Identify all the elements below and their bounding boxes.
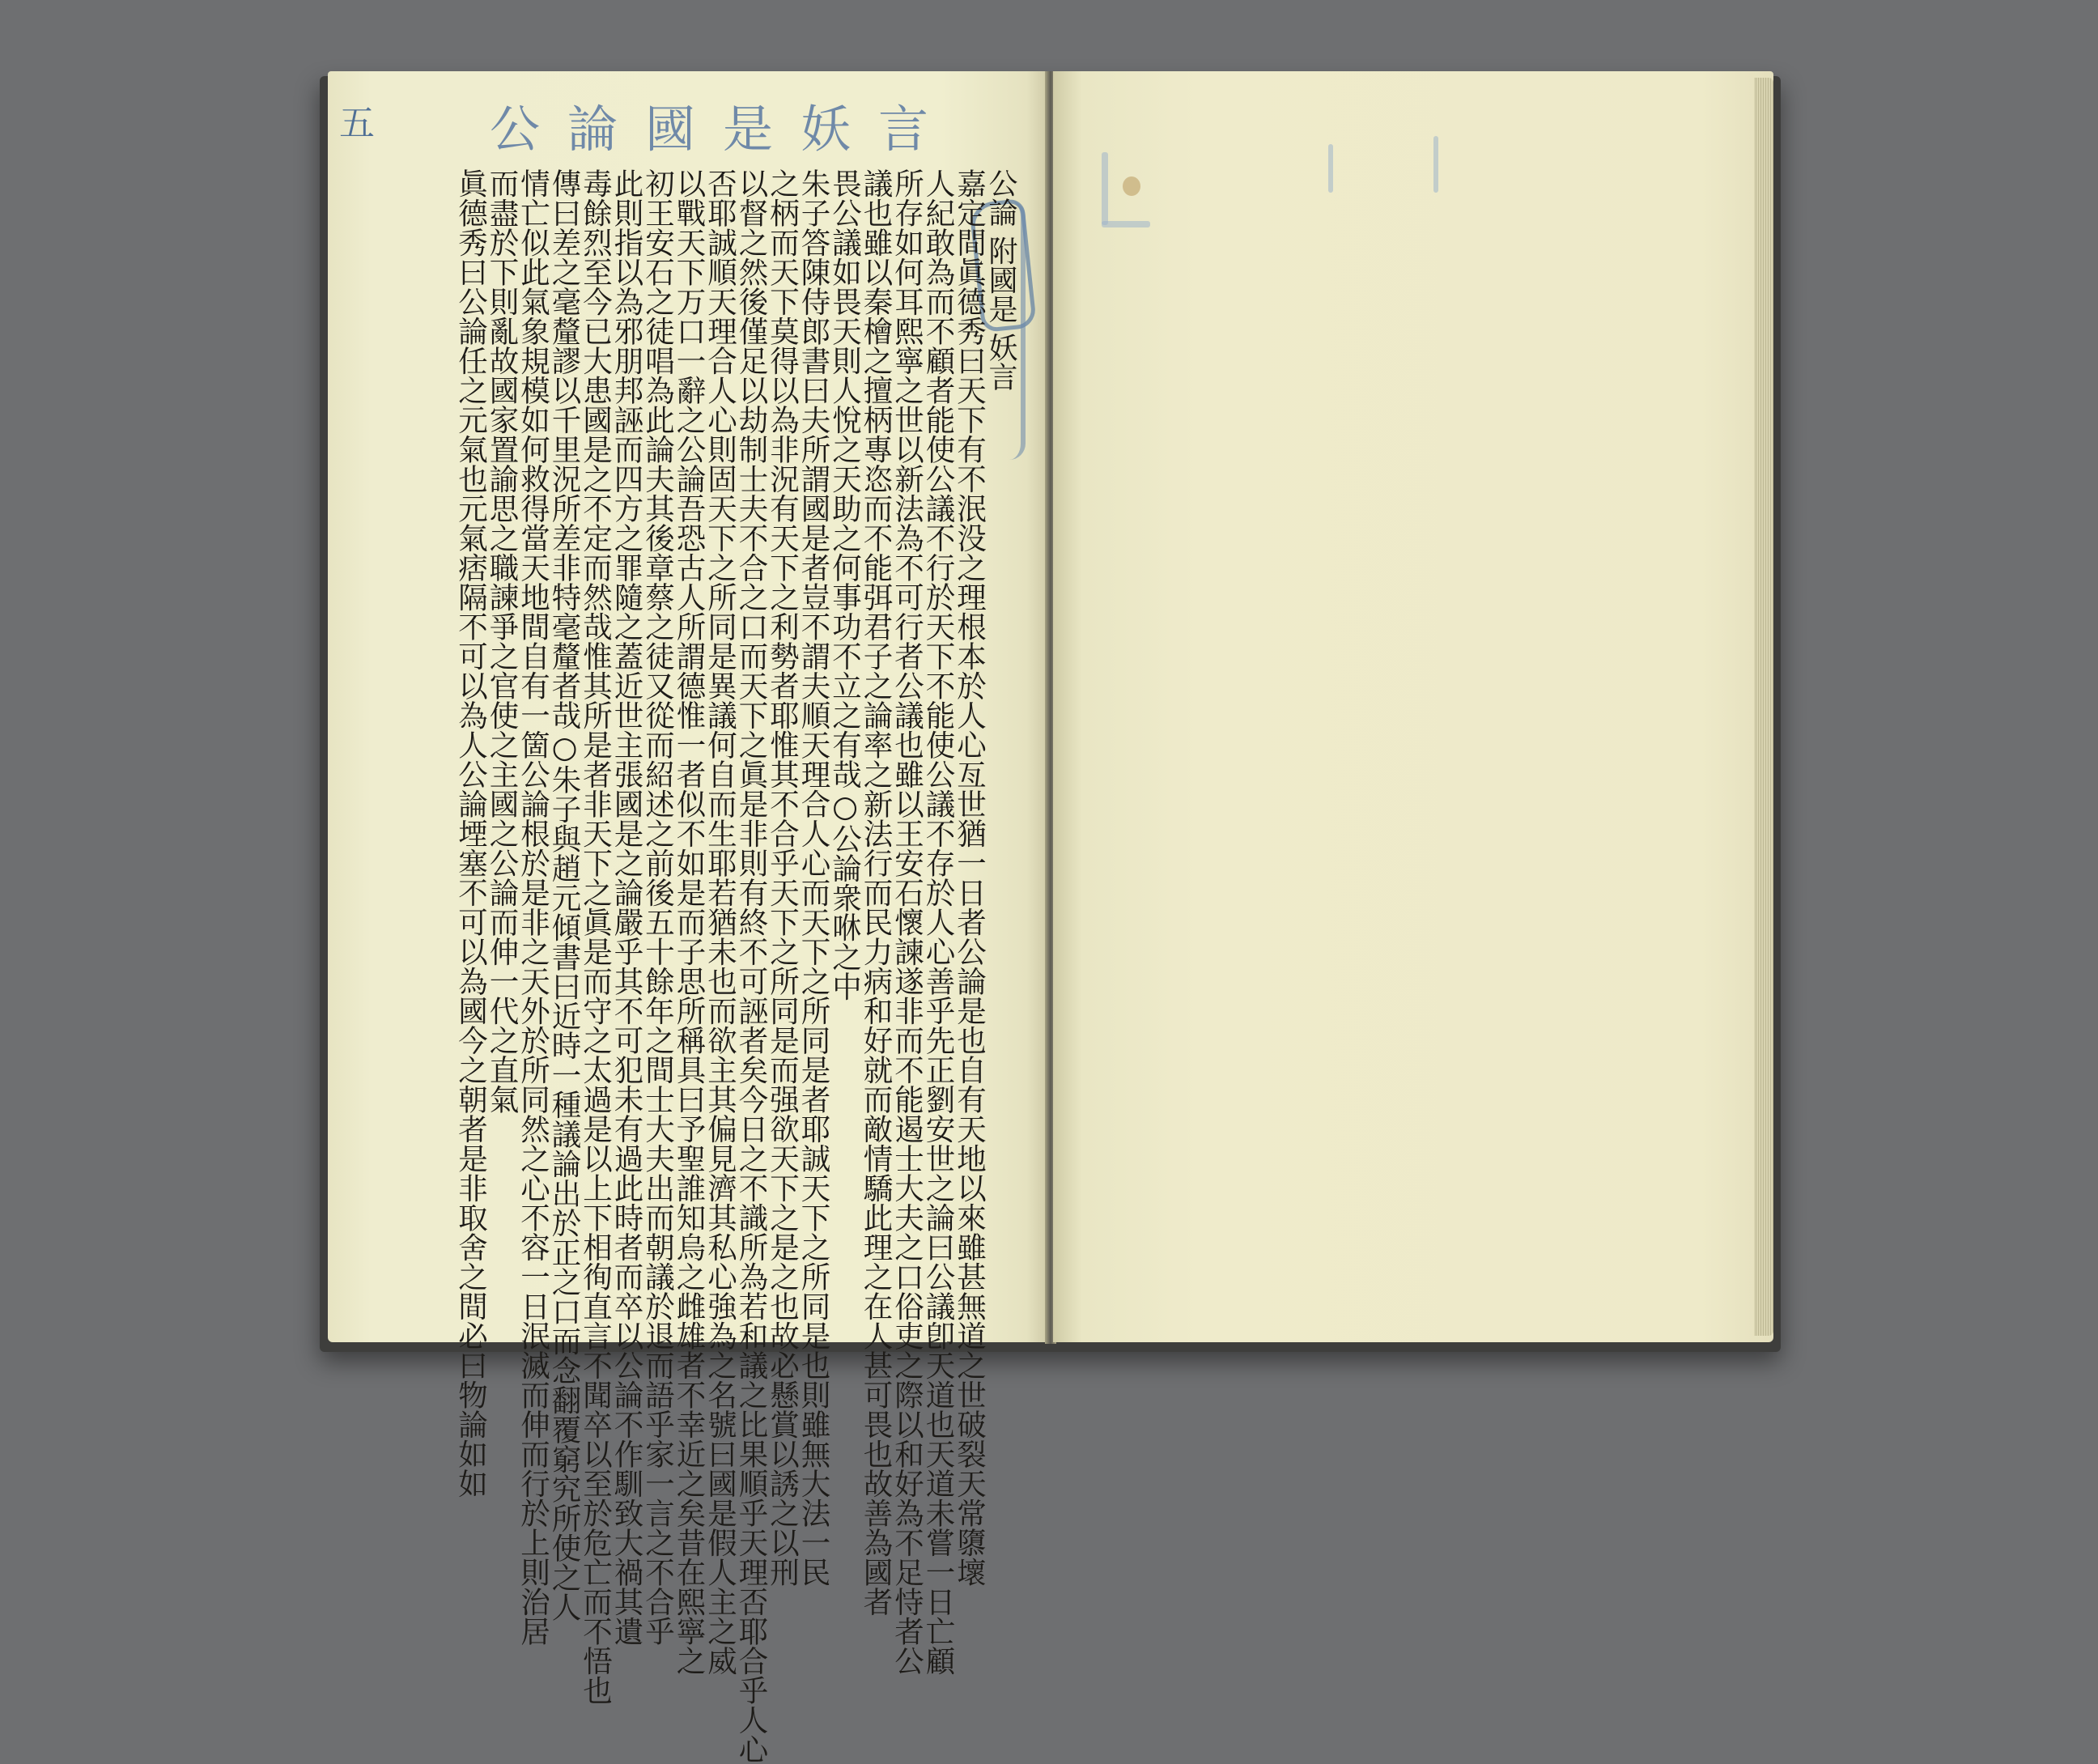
vertical-text-block	[352, 168, 1017, 1764]
section-heading: 公論 附國是 妖言	[984, 168, 1017, 391]
text-column: 毒餘烈至今已大患國是之不定而然哉惟其所是者非天下之眞是而守之太過是以上下相徇直言不聞卒以至於危亡而不悟也	[578, 168, 614, 1705]
text-column: 朱子答陳侍郎書曰夫所謂國是者豈不謂夫順天理合人心而天下之所同是者耶誠天下之所同是也則雖無大法一民	[796, 168, 831, 1587]
text-column: 初王安石之徒唱為此論夫其後章蔡之徒又從而紹述之前後五十餘年之間士大夫出而朝議於退而語乎家一言之不合乎	[640, 168, 676, 1646]
text-column: 情亡似此氣象規模如何救得當天地間自有一箇公論根於是非之天外於所同然之心不容一日泯滅而伸而行於上則治居	[516, 168, 551, 1646]
open-book	[320, 71, 1781, 1764]
text-column: 之柄而天下莫得以為非況有天下之利勢者耶惟其不合乎天下之所同是而强欲天下之是之也故必懸賞以誘之以刑	[765, 168, 801, 1587]
text-column: 傳曰差之毫釐謬以千里況所差非特毫釐者哉○朱子與趙元傾書曰近時一種議論出於正之口而念翻覆窮究所使之人	[547, 168, 582, 1622]
text-column: 畏公議如畏天則人悅之天助之何事功不立之有哉○公論衆咻之中	[827, 168, 863, 1001]
page-number: 五	[339, 103, 375, 144]
text-column: 眞德秀曰公論任之元氣也元氣痞隔不可以為人公論堙塞不可以為國今之朝者是非取舍之間必曰物論如如	[453, 168, 489, 1498]
text-column: 議也雖以秦檜之擅柄專恣而不能弭君子之論率之新法行而民力病和好就而敵情驕此理之在人甚可畏也故善為國者	[859, 168, 894, 1617]
right-page	[1053, 71, 1773, 1342]
text-column: 以督之然後僅足以劫制士夫不合之口而天下之眞是非則有終不可誣者矣今日之不識所為若和議之比果順乎天理否耶合乎人心	[734, 168, 769, 1764]
page-edges	[1754, 78, 1773, 1336]
left-page	[328, 71, 1048, 1764]
text-column: 此則指以為邪朋邦誣而四方之罪隨之蓋近世主張國是之論嚴乎其不可犯未有過此時者而卒以公論不作馴致大禍其遺	[609, 168, 644, 1646]
top-title: 公論國是妖言	[490, 100, 957, 159]
text-column: 所存如何耳熙寧之世以新法為不可行者公議也雖以王安石懷諫遂非而不能遏士大夫之口俗吏之際以和好為不足恃者公	[890, 168, 925, 1676]
text-column: 而盡於下則亂故國家置諭思之職諫爭之官使之主國之公論而伸一代之直氣	[485, 168, 520, 1114]
text-column: 以戰天下万口一辭之公論吾恐古人所謂德惟一者似不如是而子思所稱具曰予聖誰知烏之雌雄者不幸近之矣昔在熙寧之	[672, 168, 707, 1676]
text-column: 嘉定間眞德秀曰天下有不泯没之理根本於人心亙世猶一日者公論是也自有天地以來雖甚無道之世破裂天常隳壞	[952, 168, 987, 1587]
text-column: 否耶誠順天理合人心則固天下之所同是異議何自而生耶若猶未也而欲主其偏見濟其私心強為之名號曰國是假人主之威	[703, 168, 738, 1676]
show-through-marks	[1085, 120, 1506, 249]
text-column: 人紀敢為而不顧者能使公議不行於天下不能使公議不存於人心善乎先正劉安世之論曰公議卽天道也天道未嘗一日亡顧	[921, 168, 956, 1676]
